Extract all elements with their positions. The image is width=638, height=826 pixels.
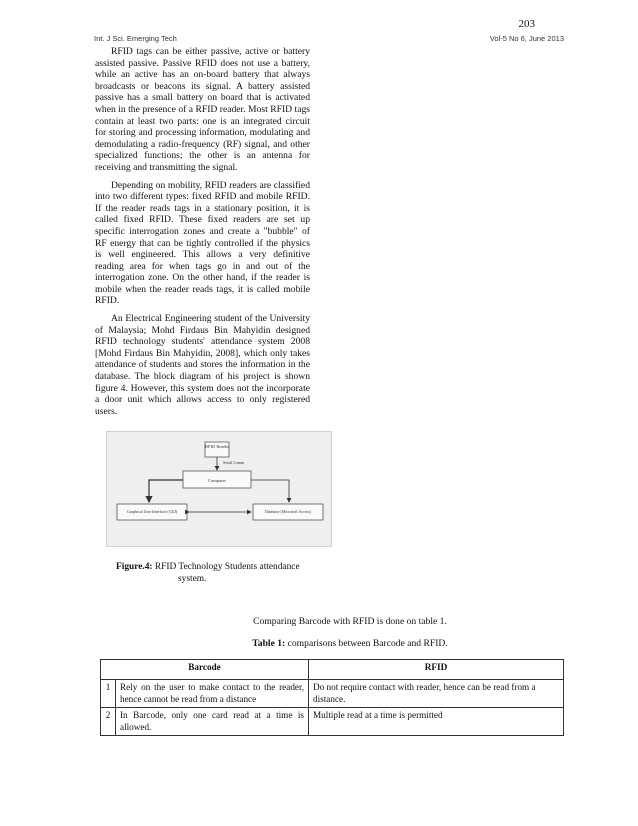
row-number: 1 [101,680,116,708]
gui-arrow [149,480,183,502]
block-diagram [107,432,331,546]
table-caption [200,638,500,649]
serial-label: Serial Comm [223,460,245,465]
header-rfid: RFID [309,660,564,680]
rfid-cell: Do not require contact with reader, hence can be read from a distance. [309,680,564,708]
volume-info: Vol-5 No 6, June 2013 [489,34,564,43]
journal-name: Int. J Sci. Emerging Tech [94,34,177,43]
figure-caption [116,561,324,585]
figure-label: Figure.4: [116,562,153,572]
rfid-cell: Multiple read at a time is permitted [309,708,564,736]
table-caption-text: comparisons between Barcode and RFID. [287,638,448,649]
header-barcode: Barcode [101,660,309,680]
page-number: 203 [518,18,535,30]
table-header-row [101,660,564,680]
table-label: Table 1: [252,638,286,649]
figure-caption-text: RFID Technology Students attendance [154,562,300,572]
paragraph: Depending on mobility, RFID readers are classified into two different types: fixed RFID and mobile RFID. If the reader reads tags in a stationary position, it is called fixed RFID. These fixed readers are set up specific interrogation zones and create a "bubble" of RF energy that can be tightly controlled if the physics is well engineered. This allows a very definitive reading area for when tags go in and out of the interrogation zone. On the other hand, if the reader is mobile when the reader reads tags, it is called mobile RFID. [95,179,310,307]
computer-label: Computer [208,478,226,483]
figure-caption-text-2: system. [178,574,207,584]
reader-label: RFID Reader [204,444,230,449]
comparison-table [100,659,564,736]
barcode-cell: In Barcode, only one card read at a time is allowed. [116,708,309,736]
comparison-sentence: Comparing Barcode with RFID is done on table 1. [253,616,447,627]
paragraph: RFID tags can be either passive, active or battery assisted passive. Passive RFID does not use a battery, while an active has an on-board battery that always broadcasts or beacons its signal. A battery assisted passive has a small battery on board that is activated when in the presence of a RFID reader. Most RFID tags contain at least two parts: one is an integrated circuit for storing and processing information, modulating and demodulating a radio-frequency (RF) signal, and other specialized functions; the other is an antenna for receiving and transmitting the signal. [95,46,310,173]
database-label: Database (Microsoft Access) [264,509,312,514]
running-header [94,34,564,46]
block-diagram-figure [106,431,332,547]
table-row [101,708,564,736]
db-arrow [251,480,289,502]
row-number: 2 [101,708,116,736]
body-column [95,46,310,423]
barcode-cell: Rely on the user to make contact to the reader, hence cannot be read from a distance [116,680,309,708]
table-row [101,680,564,708]
gui-label: Graphical User Interface (GUI) [126,509,178,514]
paragraph: An Electrical Engineering student of the University of Malaysia; Mohd Firdaus Bin Mahyidin designed RFID technology students' attendance system 2008 [Mohd Firdaus Bin Mahyidin, 2008], which only takes attendance of students and stores the information in the database. The block diagram of his project is shown figure 4. However, this system does not the incorporate a door unit which allows access to only registered users. [95,313,310,417]
